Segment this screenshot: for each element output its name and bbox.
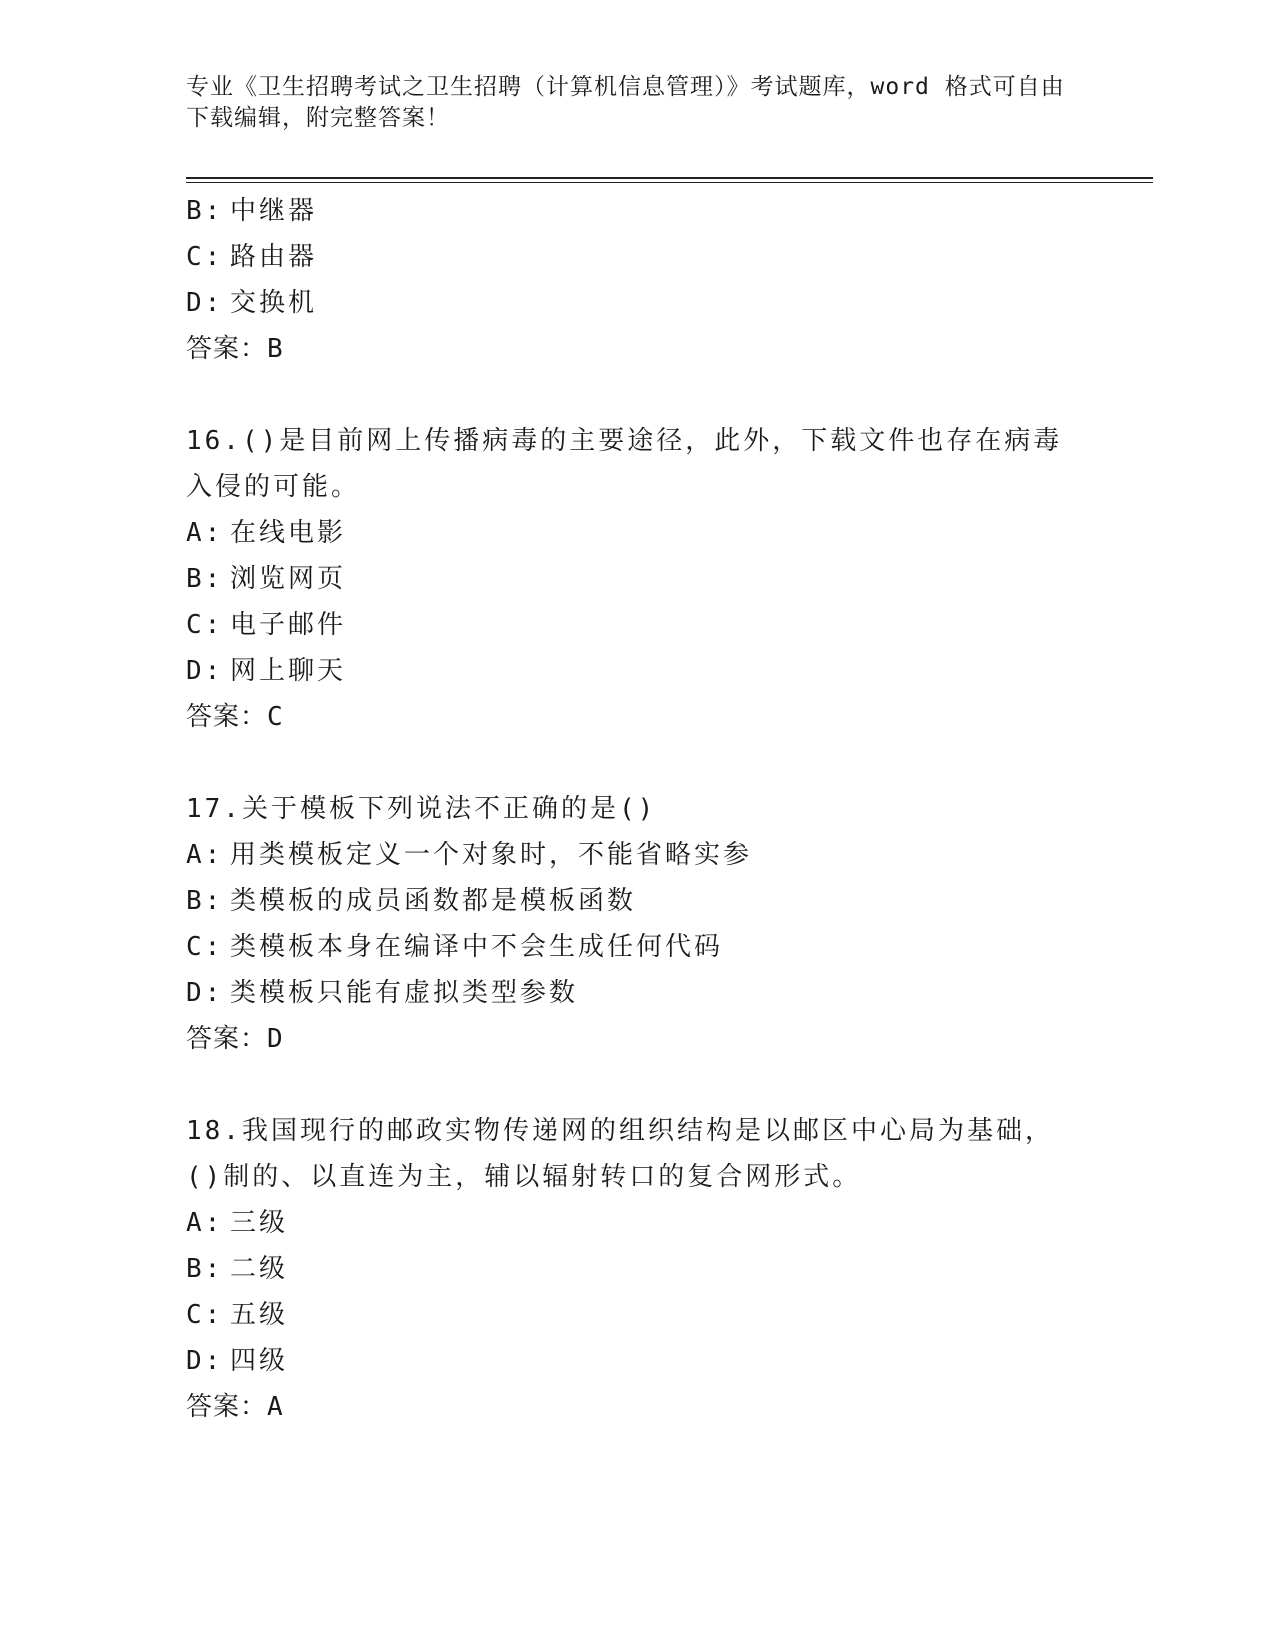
carryover-block: [186, 188, 1086, 372]
option-text: 类模板本身在编译中不会生成任何代码: [230, 932, 724, 962]
option-letter: A:: [186, 518, 224, 548]
question-18: [186, 1108, 1086, 1430]
answer-label: 答案：: [186, 1024, 268, 1054]
option-row: [186, 1200, 1086, 1246]
answer-value: C: [267, 702, 284, 732]
spacer: [186, 1062, 1086, 1108]
question-stem: 18.我国现行的邮政实物传递网的组织结构是以邮区中心局为基础，()制的、以直连为主，辅以辐射转口的复合网形式。: [186, 1116, 1054, 1192]
option-text: 路由器: [230, 242, 318, 272]
answer-line: [186, 1384, 1086, 1430]
option-text: 网上聊天: [230, 656, 347, 686]
option-letter: B:: [186, 1254, 224, 1284]
document-header: 专业《卫生招聘考试之卫生招聘（计算机信息管理）》考试题库，word 格式可自由下载编辑，附完整答案！: [186, 74, 1065, 131]
option-row: [186, 280, 1086, 326]
option-letter: C:: [186, 610, 224, 640]
spacer: [186, 740, 1086, 786]
answer-line: [186, 1016, 1086, 1062]
option-row: [186, 234, 1086, 280]
answer-value: A: [267, 1392, 284, 1422]
spacer: [186, 372, 1086, 418]
answer-label: 答案：: [186, 702, 268, 732]
option-letter: D:: [186, 656, 224, 686]
option-text: 五级: [230, 1300, 289, 1330]
option-text: 交换机: [230, 288, 318, 318]
option-letter: C:: [186, 932, 224, 962]
option-row: [186, 188, 1086, 234]
option-row: [186, 970, 1086, 1016]
option-text: 类模板的成员函数都是模板函数: [230, 886, 637, 916]
answer-label: 答案：: [186, 334, 268, 364]
answer-line: [186, 694, 1086, 740]
question-stem: 16.()是目前网上传播病毒的主要途径，此外，下载文件也存在病毒入侵的可能。: [186, 426, 1063, 502]
option-text: 三级: [230, 1208, 289, 1238]
option-text: 浏览网页: [230, 564, 347, 594]
option-row: [186, 556, 1086, 602]
option-letter: D:: [186, 288, 224, 318]
option-text: 类模板只能有虚拟类型参数: [230, 978, 579, 1008]
option-row: [186, 510, 1086, 556]
option-row: [186, 1292, 1086, 1338]
option-letter: B:: [186, 564, 224, 594]
option-text: 二级: [230, 1254, 289, 1284]
option-letter: D:: [186, 1346, 224, 1376]
option-row: [186, 832, 1086, 878]
question-16: [186, 418, 1086, 740]
question-stem: 17.关于模板下列说法不正确的是(): [186, 794, 657, 824]
header-rule-thin: [186, 182, 1153, 183]
question-17: [186, 786, 1086, 1062]
option-text: 在线电影: [230, 518, 347, 548]
question-list: [186, 188, 1086, 1430]
option-letter: A:: [186, 840, 224, 870]
option-letter: A:: [186, 1208, 224, 1238]
option-text: 用类模板定义一个对象时，不能省略实参: [230, 840, 753, 870]
option-row: [186, 878, 1086, 924]
option-row: [186, 1338, 1086, 1384]
answer-label: 答案：: [186, 1392, 268, 1422]
option-letter: B:: [186, 196, 224, 226]
option-row: [186, 602, 1086, 648]
option-row: [186, 648, 1086, 694]
option-row: [186, 1246, 1086, 1292]
answer-line: [186, 326, 1086, 372]
option-letter: C:: [186, 1300, 224, 1330]
option-text: 四级: [230, 1346, 289, 1376]
answer-value: B: [267, 334, 284, 364]
option-letter: B:: [186, 886, 224, 916]
header-rule-thick: [186, 177, 1153, 179]
option-letter: C:: [186, 242, 224, 272]
option-row: [186, 924, 1086, 970]
option-text: 电子邮件: [230, 610, 347, 640]
option-text: 中继器: [230, 196, 318, 226]
option-letter: D:: [186, 978, 224, 1008]
answer-value: D: [267, 1024, 284, 1054]
